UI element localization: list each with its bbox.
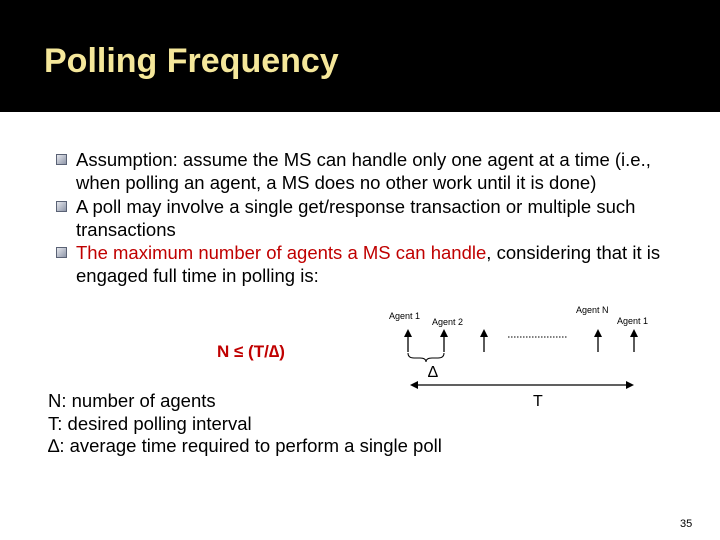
agent-n-label: Agent N [576,305,609,315]
definition-t: T: desired polling interval [48,412,252,434]
t-arrow-right-head [626,381,634,389]
delta-label: ∆ [428,364,438,381]
delta-brace [408,353,444,362]
bullet-highlight-text: The maximum number of agents a MS can handle [76,242,487,264]
t-label: T [533,393,543,410]
t-arrow-left-head [410,381,418,389]
formula: N ≤ (T/∆) [217,342,285,361]
page-number: 35 [680,518,693,530]
agent-1-label: Agent 1 [389,311,421,321]
agent-2-label: Agent 2 [432,317,464,327]
bullet-text: , considering that it is engaged full time in polling is: [76,242,661,287]
definition-n: N: number of agents [48,390,216,411]
bullet-text: A poll may involve a single get/response transaction or multiple such transactions [76,195,636,240]
slide-title: Polling Frequency [44,42,339,80]
bullet-text: Assumption: assume the MS can handle only one agent at a time (i.e., when polling an agent, a MS does no other work until it is done) [76,149,651,194]
definition-delta: ∆: average time required to perform a single poll [48,435,442,456]
agent-1-repeat-label: Agent 1 [617,316,649,326]
poll-arrows [404,329,638,352]
